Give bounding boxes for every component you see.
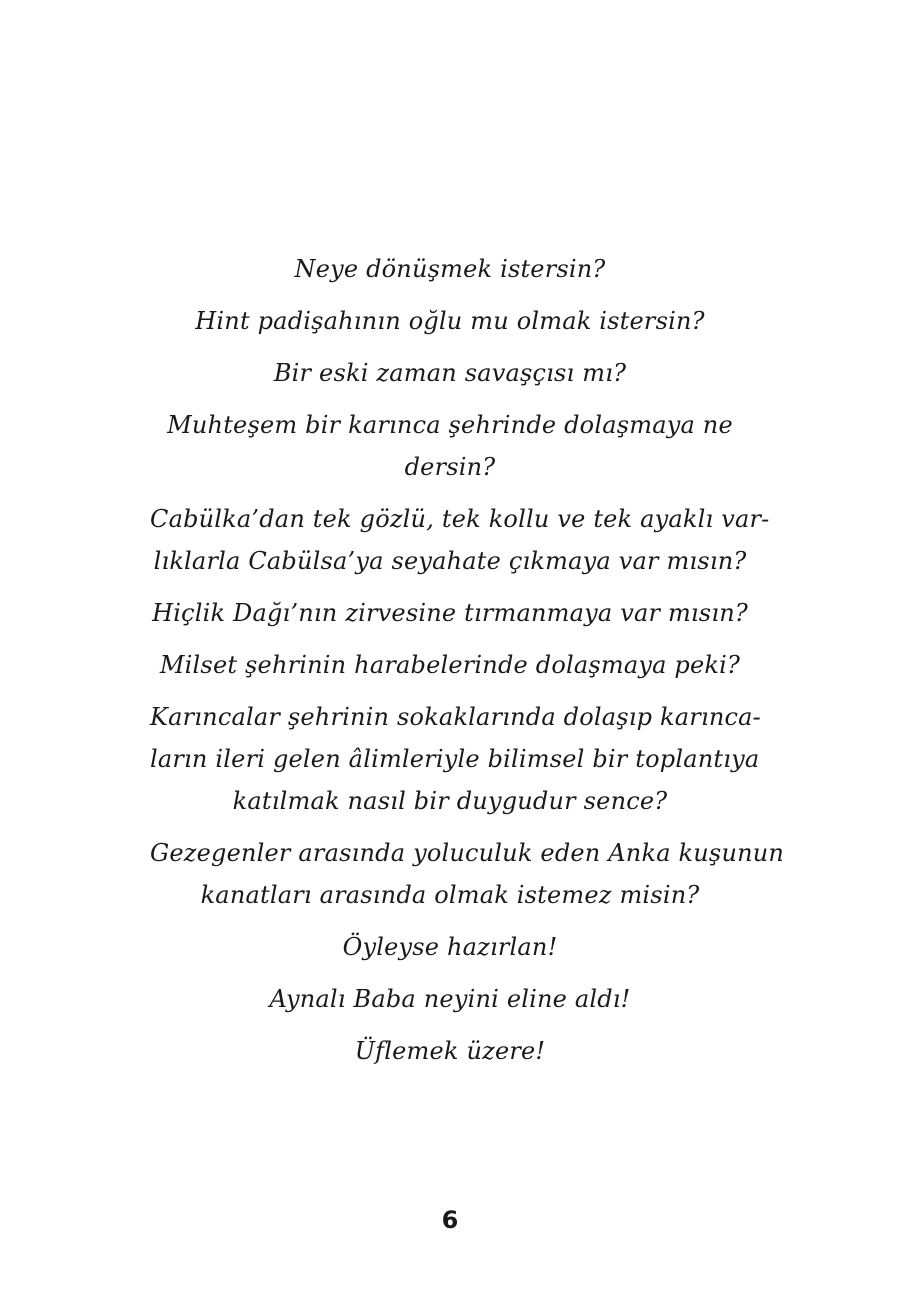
page-number: 6 [441, 1206, 459, 1234]
stanza [150, 248, 750, 290]
poem-line: Cabülka’dan tek gözlü, tek kollu ve tek ayaklı var- [150, 505, 770, 533]
stanza [150, 832, 785, 916]
poem-line: Milset şehrinin harabelerinde dolaşmaya peki? [159, 651, 741, 679]
poem-line: Öyleyse hazırlan! [342, 933, 558, 961]
poem-line: Hint padişahının oğlu mu olmak istersin? [195, 307, 705, 335]
poem-line: lıklarla Cabülsa’ya seyahate çıkmaya var mısın? [153, 547, 747, 575]
stanza [150, 498, 770, 582]
stanza [150, 300, 750, 342]
stanza [150, 352, 750, 394]
stanza [150, 696, 761, 822]
poem-line: Neye dönüşmek istersin? [294, 255, 606, 283]
stanza [150, 1030, 750, 1072]
poem-line: Gezegenler arasında yoluculuk eden Anka kuşunun [150, 839, 785, 867]
poem-line: Karıncalar şehrinin sokaklarında dolaşıp karınca- [150, 703, 761, 731]
poem-line: dersin? [404, 453, 496, 481]
poem-line: Bir eski zaman savaşçısı mı? [273, 359, 627, 387]
stanza [150, 926, 750, 968]
poem-line: Muhteşem bir karınca şehrinde dolaşmaya ne [167, 411, 733, 439]
poem-line: kanatları arasında olmak istemez misin? [200, 881, 700, 909]
poem-line: Aynalı Baba neyini eline aldı! [269, 985, 631, 1013]
poem-text [150, 248, 785, 1082]
poem-line: ların ileri gelen âlimleriyle bilimsel bir toplantıya [150, 745, 760, 773]
stanza [150, 644, 750, 686]
stanza [150, 978, 750, 1020]
poem-line: Hiçlik Dağı’nın zirvesine tırmanmaya var mısın? [152, 599, 748, 627]
stanza [150, 404, 750, 488]
poem-line: Üflemek üzere! [354, 1037, 546, 1065]
stanza [150, 592, 750, 634]
poem-line: katılmak nasıl bir duygudur sence? [232, 787, 668, 815]
